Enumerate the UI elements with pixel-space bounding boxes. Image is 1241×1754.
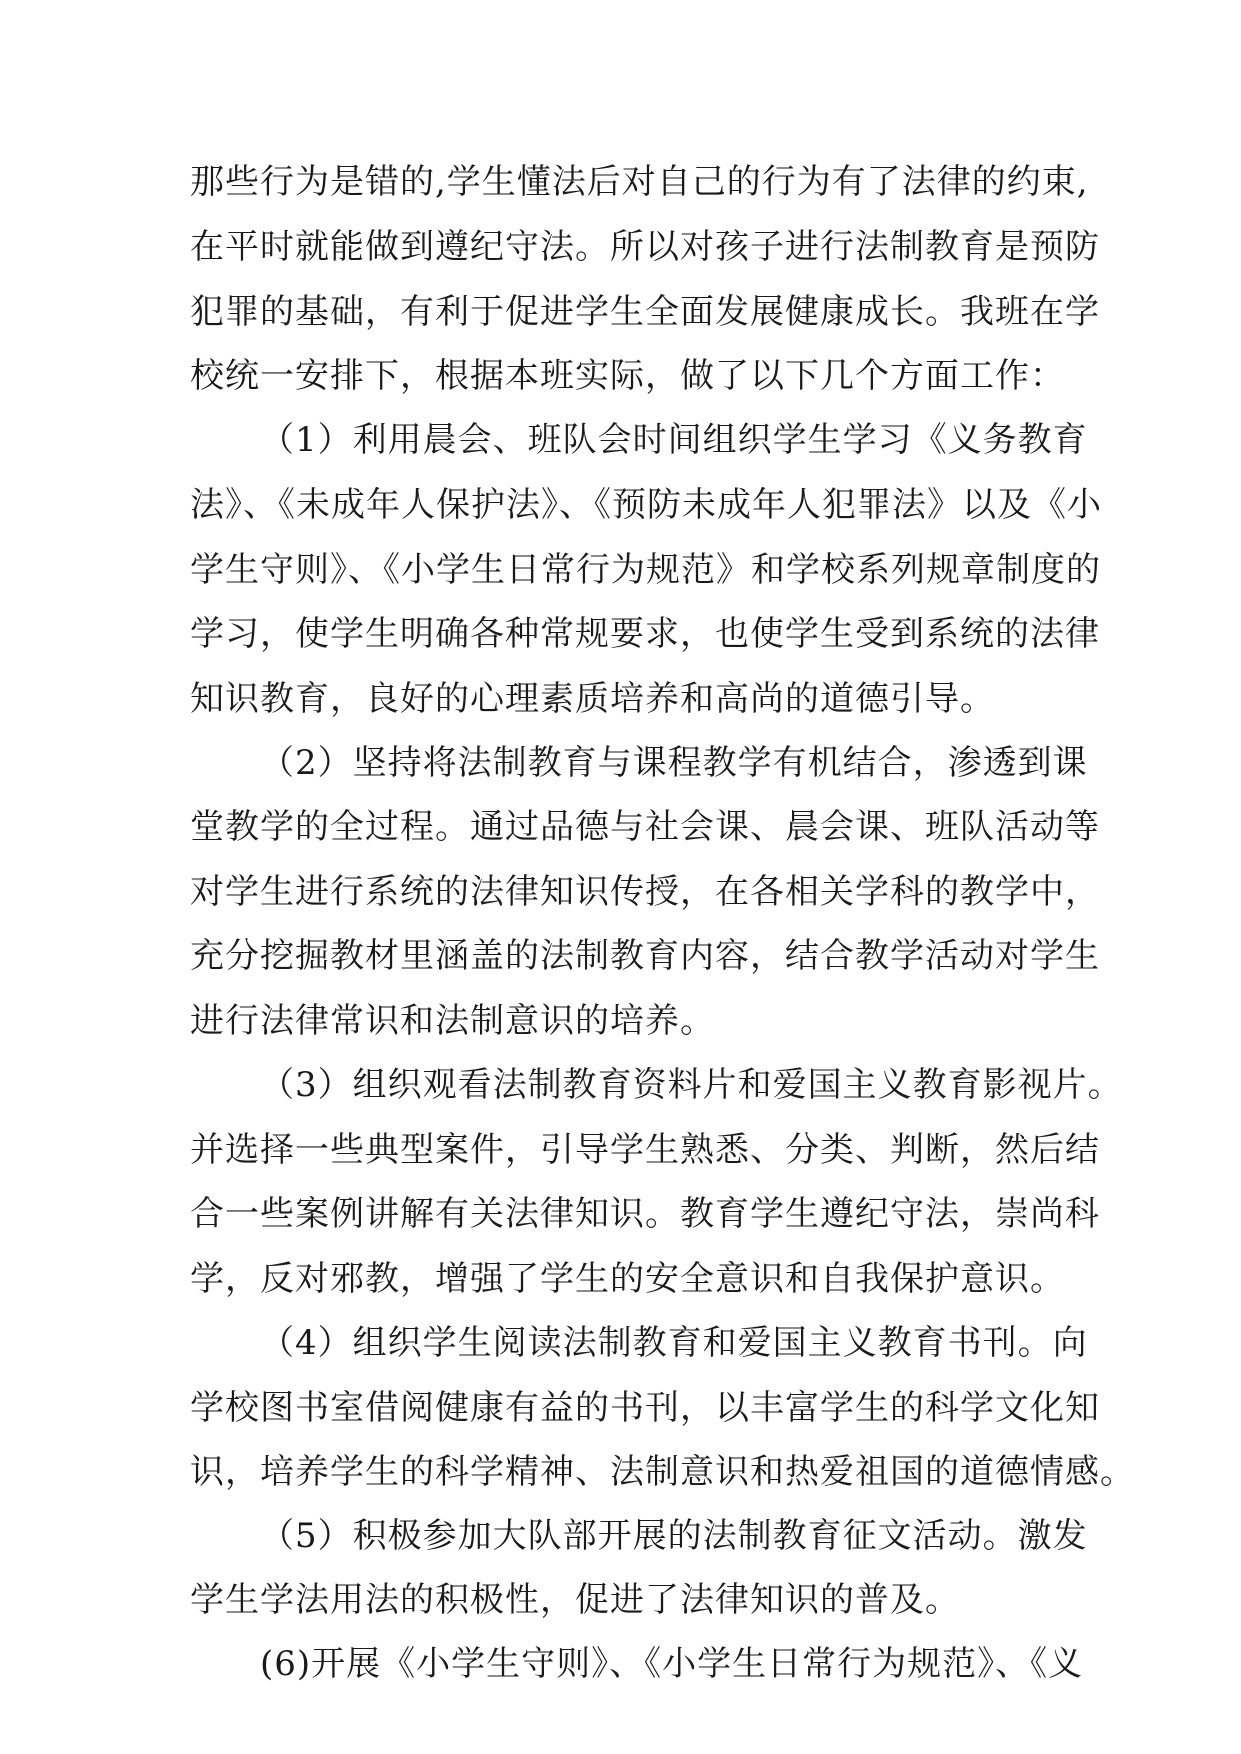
text-line: 对学生进行系统的法律知识传授，在各相关学科的教学中， — [190, 872, 1100, 912]
paragraph-3-start: （3）组织观看法制教育资料片和爱国主义教育影视片。 — [260, 1065, 1123, 1105]
text-line: 学习，使学生明确各种常规要求，也使学生受到系统的法律 — [190, 614, 1100, 654]
text-line: 校统一安排下，根据本班实际，做了以下几个方面工作： — [190, 356, 1065, 396]
text-line: 学生学法用法的积极性，促进了法律知识的普及。 — [190, 1580, 960, 1620]
text-line: 合一些案例讲解有关法律知识。教育学生遵纪守法，崇尚科 — [190, 1194, 1100, 1234]
paragraph-4-start: （4）组织学生阅读法制教育和爱国主义教育书刊。向 — [260, 1323, 1088, 1363]
text-line: 进行法律常识和法制意识的培养。 — [190, 1001, 715, 1041]
text-line: 在平时就能做到遵纪守法。所以对孩子进行法制教育是预防 — [190, 227, 1100, 267]
text-line: 识，培养学生的科学精神、法制意识和热爱祖国的道德情感。 — [190, 1452, 1135, 1492]
text-line: 学校图书室借阅健康有益的书刊，以丰富学生的科学文化知 — [190, 1388, 1100, 1428]
text-line: 学生守则》、《小学生日常行为规范》和学校系列规章制度的 — [190, 550, 1101, 590]
paragraph-1-start: （1）利用晨会、班队会时间组织学生学习《义务教育 — [260, 420, 1088, 460]
text-line: 那些行为是错的,学生懂法后对自己的行为有了法律的约束, — [190, 162, 1089, 202]
paragraph-2-start: （2）坚持将法制教育与课程教学有机结合，渗透到课 — [260, 743, 1088, 783]
paragraph-5-start: （5）积极参加大队部开展的法制教育征文活动。激发 — [260, 1516, 1088, 1556]
text-line: 学，反对邪教，增强了学生的安全意识和自我保护意识。 — [190, 1259, 1065, 1299]
text-line: 堂教学的全过程。通过品德与社会课、晨会课、班队活动等 — [190, 807, 1100, 847]
text-line: 法》、《未成年人保护法》、《预防未成年人犯罪法》以及《小 — [190, 485, 1102, 525]
text-line: 犯罪的基础，有利于促进学生全面发展健康成长。我班在学 — [190, 292, 1100, 332]
text-line: 充分挖掘教材里涵盖的法制教育内容，结合教学活动对学生 — [190, 936, 1100, 976]
paragraph-6-start: (6)开展《小学生守则》、《小学生日常行为规范》、《义 — [260, 1644, 1084, 1684]
text-line: 知识教育，良好的心理素质培养和高尚的道德引导。 — [190, 679, 995, 719]
text-line: 并选择一些典型案件，引导学生熟悉、分类、判断，然后结 — [190, 1130, 1100, 1170]
